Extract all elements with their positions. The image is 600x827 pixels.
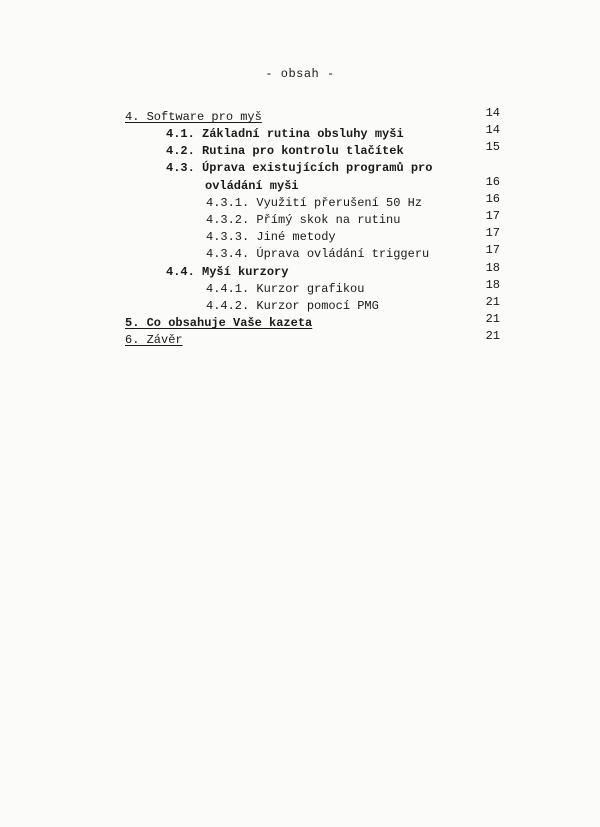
- toc-entry-title: 4.3.2. Přímý skok na rutinu: [206, 213, 401, 227]
- toc-entry-title: 4.1. Základní rutina obsluhy myši: [166, 127, 404, 141]
- toc-entry: [0, 140, 600, 159]
- toc-entry-page: 16: [485, 175, 500, 189]
- toc-entry-page: 17: [485, 243, 500, 257]
- toc-entry: [0, 295, 600, 314]
- toc-entry: [0, 278, 600, 297]
- toc-entry-title: 6. Závěr: [125, 333, 183, 347]
- toc-entry-page: 14: [485, 123, 500, 137]
- toc-entry: [0, 209, 600, 228]
- toc-entry-page: 21: [485, 295, 500, 309]
- toc-entry-title: 4.4. Myší kurzory: [166, 265, 289, 279]
- toc-entry-page: 17: [485, 226, 500, 240]
- toc-entry-title: 4.4.2. Kurzor pomocí PMG: [206, 299, 379, 313]
- toc-entry: [0, 123, 600, 142]
- toc-entry-title: 4. Software pro myš: [125, 110, 262, 124]
- toc-entry: [0, 312, 600, 331]
- toc-entry-title: 4.3.1. Využití přerušení 50 Hz: [206, 196, 423, 210]
- toc-entry-title: 4.3. Úprava existujících programů pro: [166, 161, 433, 175]
- toc-entry-page: 21: [485, 329, 500, 343]
- toc-entry-page: 17: [485, 209, 500, 223]
- toc-entry-title: ovládání myši: [205, 179, 299, 193]
- toc-entry-title: 4.3.3. Jiné metody: [206, 230, 336, 244]
- toc-entry: [0, 329, 600, 348]
- toc-entry-page: 15: [485, 140, 500, 154]
- toc-entry-title: 5. Co obsahuje Vaše kazeta: [125, 316, 313, 330]
- toc-entry-title: 4.3.4. Úprava ovládání triggeru: [206, 247, 430, 261]
- toc-entry-title: 4.2. Rutina pro kontrolu tlačítek: [166, 144, 404, 158]
- toc-entry: [0, 243, 600, 262]
- toc-entry: [0, 192, 600, 211]
- toc-entry: [0, 175, 600, 194]
- page-title: - obsah -: [265, 67, 335, 81]
- toc-entry-page: 18: [485, 278, 500, 292]
- toc-entry: [0, 261, 600, 280]
- toc-entry-page: 14: [485, 106, 500, 120]
- toc-entry-title: 4.4.1. Kurzor grafikou: [206, 282, 365, 296]
- toc-entry-page: 16: [485, 192, 500, 206]
- toc-entry: [0, 106, 600, 125]
- toc-entry-page: 18: [485, 261, 500, 275]
- toc-entry: [0, 226, 600, 245]
- toc-entry-page: 21: [485, 312, 500, 326]
- toc-entry: [0, 160, 600, 176]
